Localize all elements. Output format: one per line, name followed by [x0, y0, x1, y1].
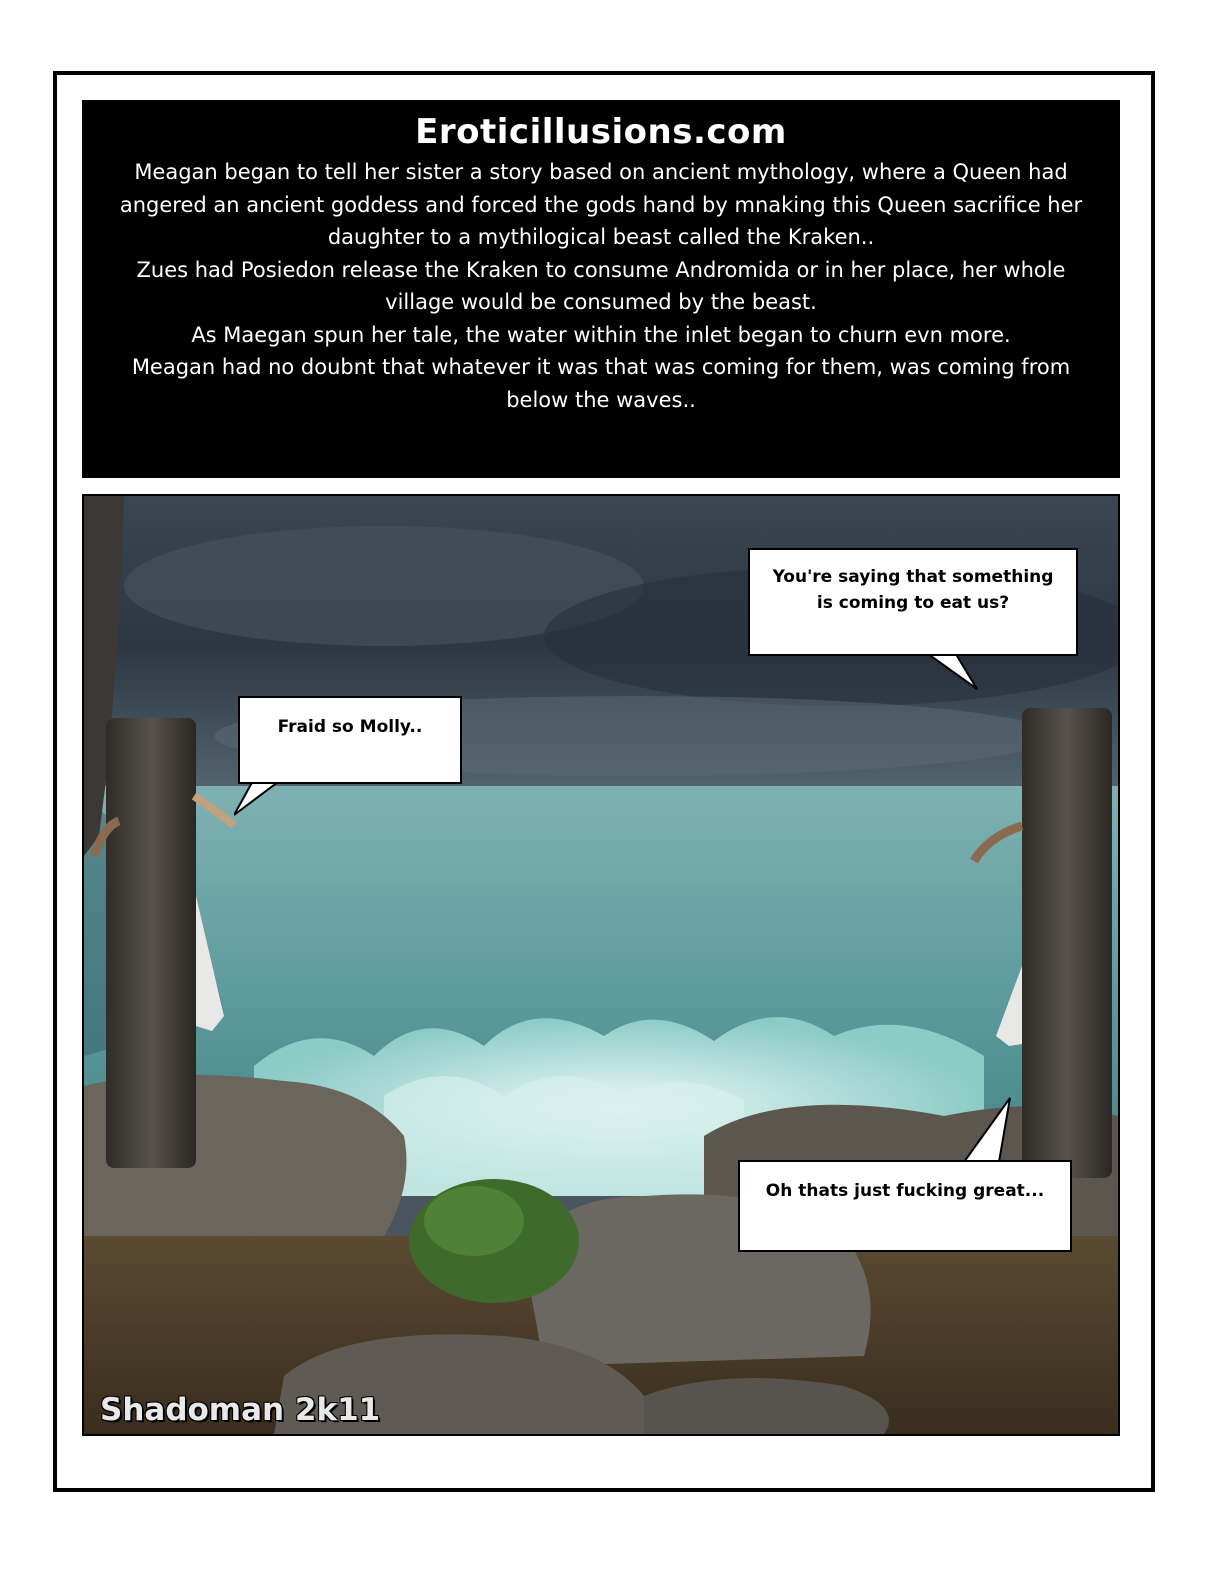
bubble-text: Oh thats just fucking great...	[765, 1181, 1045, 1201]
narration-line: Meagan began to tell her sister a story based on ancient mythology, where a Queen had angered an ancient goddess and forced the gods hand by mnaking this Queen sacrifice her daughter to a mythilogical beast called the Kraken..	[119, 160, 1083, 249]
shrub	[409, 1179, 579, 1303]
site-title: Eroticillusions.com	[415, 112, 787, 152]
bubble-text: You're saying that something is coming to eat us?	[772, 567, 1054, 613]
speech-bubble-left	[238, 696, 462, 784]
narration-line: Zues had Posiedon release the Kraken to consume Andromida or in her place, her whole village would be consumed by the beast.	[136, 257, 1066, 314]
speech-bubble-right-bottom	[738, 1160, 1072, 1252]
speech-bubble-right-top	[748, 548, 1078, 656]
narration-line: As Maegan spun her tale, the water within the inlet began to churn evn more.	[191, 322, 1011, 347]
comic-panel	[82, 494, 1120, 1436]
narration-text	[112, 156, 1090, 416]
artist-signature: Shadoman 2k11	[100, 1392, 381, 1428]
speech-bubble-tail	[899, 651, 979, 691]
bubble-text: Fraid so Molly..	[277, 717, 423, 737]
narration-line: Meagan had no doubnt that whatever it was that was coming for them, was coming from below the waves..	[131, 355, 1071, 412]
narration-caption-box	[82, 100, 1120, 478]
speech-bubble-tail	[944, 1096, 1014, 1166]
speech-bubble-tail	[234, 779, 294, 819]
